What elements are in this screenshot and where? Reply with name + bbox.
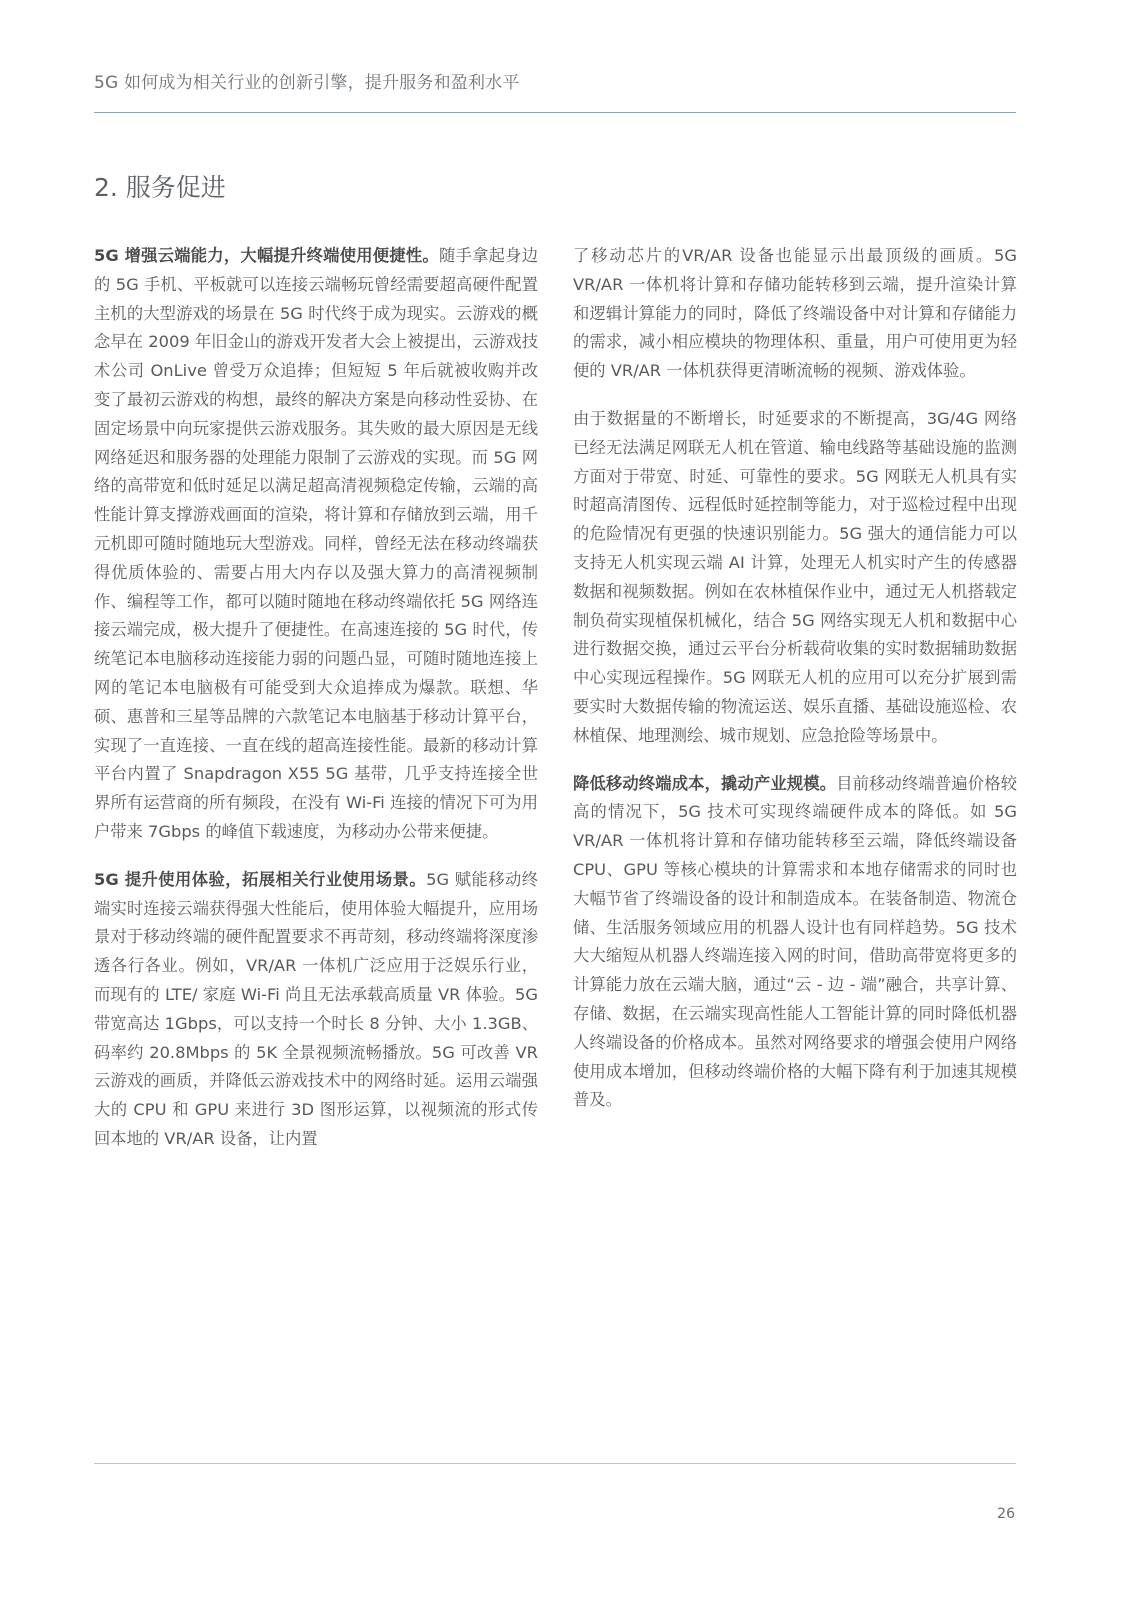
paragraph-body: 由于数据量的不断增长，时延要求的不断提高，3G/4G 网络已经无法满足网联无人机在管道、输电线路等基础设施的监测方面对于带宽、时延、可靠性的要求。5G 网联无人机具有实时超高清图传、远程低时延控制等能力，对于巡检过程中出现的危险情况有更强的快速识别能力。5G 强大的通信能力可以支持无人机实现云端 AI 计算，处理无人机实时产生的传感器数据和视频数据。例如在农林植保作业中，通过无人机搭载定制负荷实现植保机械化，结合 5G 网络实现无人机和数据中心进行数据交换，通过云平台分析载荷收集的实时数据辅助数据中心实现远程操作。5G 网联无人机的应用可以充分扩展到需要实时大数据传输的物流运送、娱乐直播、基础设施巡检、农林植保、地理测绘、城市规划、应急抢险等场景中。 [573, 408, 1017, 745]
paragraph-lead: 5G 增强云端能力，大幅提升终端使用便捷性。 [94, 246, 439, 265]
paragraph-lead: 5G 提升使用体验，拓展相关行业使用场景。 [94, 869, 427, 889]
paragraph-body: 目前移动终端普遍价格较高的情况下，5G 技术可实现终端硬件成本的降低。如 5G VR/AR 一体机将计算和存储功能转移至云端，降低终端设备 CPU、GPU 等核心模块的计算需求和本地存储需求的同时也大幅节省了终端设备的设计和制造成本。在装备制造、物流仓储、生活服务领域应用的机器人设计也有同样趋势。5G 技术大大缩短从机器人终端连接入网的时间，借助高带宽将更多的计算能力放在云端大脑，通过“云 - 边 - 端”融合，共享计算、存储、数据，在云端实现高性能人工智能计算的同时降低机器人终端设备的价格成本。虽然对网络要求的增强会使用户网络使用成本增加，但移动终端价格的大幅下降有利于加速其规模普及。 [573, 773, 1017, 1110]
paragraph-body: 5G 赋能移动终端实时连接云端获得强大性能后，使用体验大幅提升，应用场景对于移动终端的硬件配置要求不再苛刻，移动终端将深度渗透各行各业。例如，VR/AR 一体机广泛应用于泛娱乐行业，而现有的 LTE/ 家庭 Wi-Fi 尚且无法承载高质量 VR 体验。5G 带宽高达 1Gbps，可以支持一个时长 8 分钟、大小 1.3GB、码率约 20.8Mbps 的 5K 全景视频流畅播放。5G 可改善 VR 云游戏的画质，并降低云游戏技术中的网络时延。运用云端强大的 CPU 和 GPU 来进行 3D 图形运算，以视频流的形式传回本地的 VR/AR 设备，让内置 [94, 869, 538, 1148]
page-number: 26 [997, 1506, 1015, 1522]
paragraph-cost-reduction [573, 770, 1017, 1116]
paragraph-cloud-convenience [94, 242, 538, 847]
paragraph-body: 随手拿起身边的 5G 手机、平板就可以连接云端畅玩曾经需要超高硬件配置主机的大型游戏的场景在 5G 时代终于成为现实。云游戏的概念早在 2009 年旧金山的游戏开发者大会上被提出，云游戏技术公司 OnLive 曾受万众追捧；但短短 5 年后就被收购并改变了最初云游戏的构想，最终的解决方案是向移动性妥协、在固定场景中向玩家提供云游戏服务。其失败的最大原因是无线网络延迟和服务器的处理能力限制了云游戏的实现。而 5G 网络的高带宽和低时延足以满足超高清视频稳定传输，云端的高性能计算支撑游戏画面的渲染，将计算和存储放到云端，用千元机即可随时随地玩大型游戏。同样，曾经无法在移动终端获得优质体验的、需要占用大内存以及强大算力的高清视频制作、编程等工作，都可以随时随地在移动终端依托 5G 网络连接云端完成，极大提升了便捷性。在高速连接的 5G 时代，传统笔记本电脑移动连接能力弱的问题凸显，可随时随地连接上网的笔记本电脑极有可能受到大众追捧成为爆款。联想、华硕、惠普和三星等品牌的六款笔记本电脑基于移动计算平台，实现了一直连接、一直在线的超高连接性能。最新的移动计算平台内置了 Snapdragon X55 5G 基带，几乎支持连接全世界所有运营商的所有频段，在没有 Wi-Fi 连接的情况下可为用户带来 7Gbps 的峰值下载速度，为移动办公带来便捷。 [94, 246, 538, 841]
left-column [94, 242, 538, 1173]
section-title: 2. 服务促进 [94, 173, 226, 202]
paragraph-lead: 降低移动终端成本，撬动产业规模。 [573, 773, 837, 793]
paragraph-body: 了移动芯片的VR/AR 设备也能显示出最顶级的画质。5G VR/AR 一体机将计算和存储功能转移到云端，提升渲染计算和逻辑计算能力的同时，降低了终端设备中对计算和存储能力的需求，减小相应模块的物理体积、重量，用户可使用更为轻便的 VR/AR 一体机获得更清晰流畅的视频、游戏体验。 [573, 246, 1017, 381]
header-divider [94, 112, 1016, 113]
paragraph-user-experience [94, 866, 538, 1154]
right-column [573, 242, 1017, 1134]
paragraph-drones [573, 405, 1017, 751]
footer-divider [94, 1463, 1016, 1464]
running-header: 5G 如何成为相关行业的创新引擎，提升服务和盈利水平 [94, 73, 520, 93]
paragraph-vr-continuation [573, 242, 1017, 386]
